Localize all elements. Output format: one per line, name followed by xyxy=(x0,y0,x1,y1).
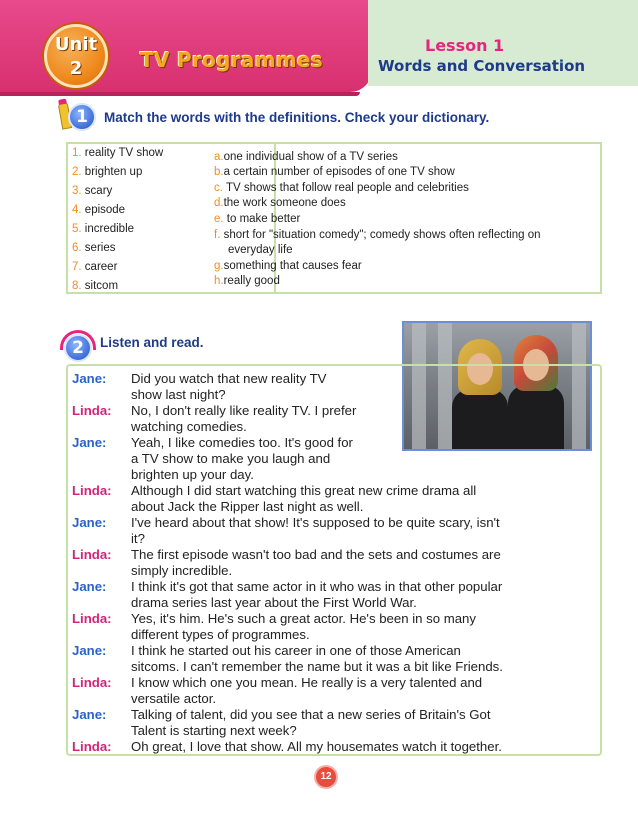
dialogue-line: watching comedies. xyxy=(131,419,247,434)
definition-item: b.a certain number of episodes of one TV show xyxy=(214,166,455,178)
dialogue-line: it? xyxy=(131,531,145,546)
unit-badge xyxy=(44,24,108,88)
dialogue-line: show last night? xyxy=(131,387,226,402)
speaker-jane: Jane: xyxy=(72,579,107,594)
definition-item-continued: everyday life xyxy=(228,244,293,256)
unit-number: 2 xyxy=(69,58,83,79)
word-item: 6. series xyxy=(72,242,116,254)
unit-title: TV Programmes xyxy=(140,48,324,72)
definition-item: d.the work someone does xyxy=(214,197,346,209)
dialogue-line: The first episode wasn't too bad and the sets and costumes are xyxy=(131,547,501,562)
speaker-jane: Jane: xyxy=(72,515,107,530)
dialogue-line: about Jack the Ripper last night as well. xyxy=(131,499,364,514)
unit-label: Unit xyxy=(54,34,98,55)
definition-item: g.something that causes fear xyxy=(214,260,362,272)
dialogue-line: I think he started out his career in one of those American xyxy=(131,643,461,658)
dialogue-line: I think it's got that same actor in it who was in that other popular xyxy=(131,579,503,594)
definition-item: c. TV shows that follow real people and celebrities xyxy=(214,182,469,194)
word-item: 1. reality TV show xyxy=(72,147,164,159)
header-banner-edge xyxy=(0,92,360,96)
speaker-linda: Linda: xyxy=(72,739,112,754)
definition-item: h.really good xyxy=(214,275,280,287)
speaker-jane: Jane: xyxy=(72,707,107,722)
speaker-jane: Jane: xyxy=(72,371,107,386)
word-item: 5. incredible xyxy=(72,223,135,235)
dialogue-line: No, I don't really like reality TV. I prefer xyxy=(131,403,357,418)
section-2-instruction: Listen and read. xyxy=(100,335,204,350)
speaker-linda: Linda: xyxy=(72,483,112,498)
word-item: 7. career xyxy=(72,261,118,273)
speaker-linda: Linda: xyxy=(72,547,112,562)
page-number: 12 xyxy=(314,765,338,789)
lesson-label: Lesson 1 xyxy=(425,36,505,55)
dialogue-line: brighten up your day. xyxy=(131,467,254,482)
definition-item: f. short for "situation comedy"; comedy shows often reflecting on xyxy=(214,229,541,241)
dialogue-line: Although I did start watching this great new crime drama all xyxy=(131,483,477,498)
dialogue-line: a TV show to make you laugh and xyxy=(131,451,331,466)
dialogue-line: Oh great, I love that show. All my housemates watch it together. xyxy=(131,739,502,754)
dialogue-line: Did you watch that new reality TV xyxy=(131,371,327,386)
speaker-linda: Linda: xyxy=(72,611,112,626)
dialogue-line: Yeah, I like comedies too. It's good for xyxy=(131,435,353,450)
word-item: 3. scary xyxy=(72,185,113,197)
dialogue-line: drama series last year about the First World War. xyxy=(131,595,417,610)
speaker-jane: Jane: xyxy=(72,435,107,450)
dialogue-line: Yes, it's him. He's such a great actor. He's been in so many xyxy=(131,611,476,626)
speaker-jane: Jane: xyxy=(72,643,107,658)
speaker-linda: Linda: xyxy=(72,675,112,690)
dialogue-line: versatile actor. xyxy=(131,691,217,706)
speaker-linda: Linda: xyxy=(72,403,112,418)
dialogue-line: simply incredible. xyxy=(131,563,233,578)
dialogue-line: different types of programmes. xyxy=(131,627,310,642)
section-1-badge: 1 xyxy=(68,103,96,131)
dialogue-line: sitcoms. I can't remember the name but it was a bit like Friends. xyxy=(131,659,503,674)
definition-item: e. to make better xyxy=(214,213,301,225)
dialogue-line: Talent is starting next week? xyxy=(131,723,297,738)
section-1-instruction: Match the words with the definitions. Check your dictionary. xyxy=(104,110,490,125)
dialogue-line: I've heard about that show! It's supposed to be quite scary, isn't xyxy=(131,515,500,530)
word-item: 4. episode xyxy=(72,204,126,216)
dialogue-line: I know which one you mean. He really is a very talented and xyxy=(131,675,483,690)
word-item: 8. sitcom xyxy=(72,280,119,292)
section-2-badge: 2 xyxy=(64,334,92,362)
definition-item: a.one individual show of a TV series xyxy=(214,151,398,163)
dialogue-line: Talking of talent, did you see that a new series of Britain's Got xyxy=(131,707,491,722)
word-item: 2. brighten up xyxy=(72,166,143,178)
lesson-subtitle: Words and Conversation xyxy=(378,57,586,75)
